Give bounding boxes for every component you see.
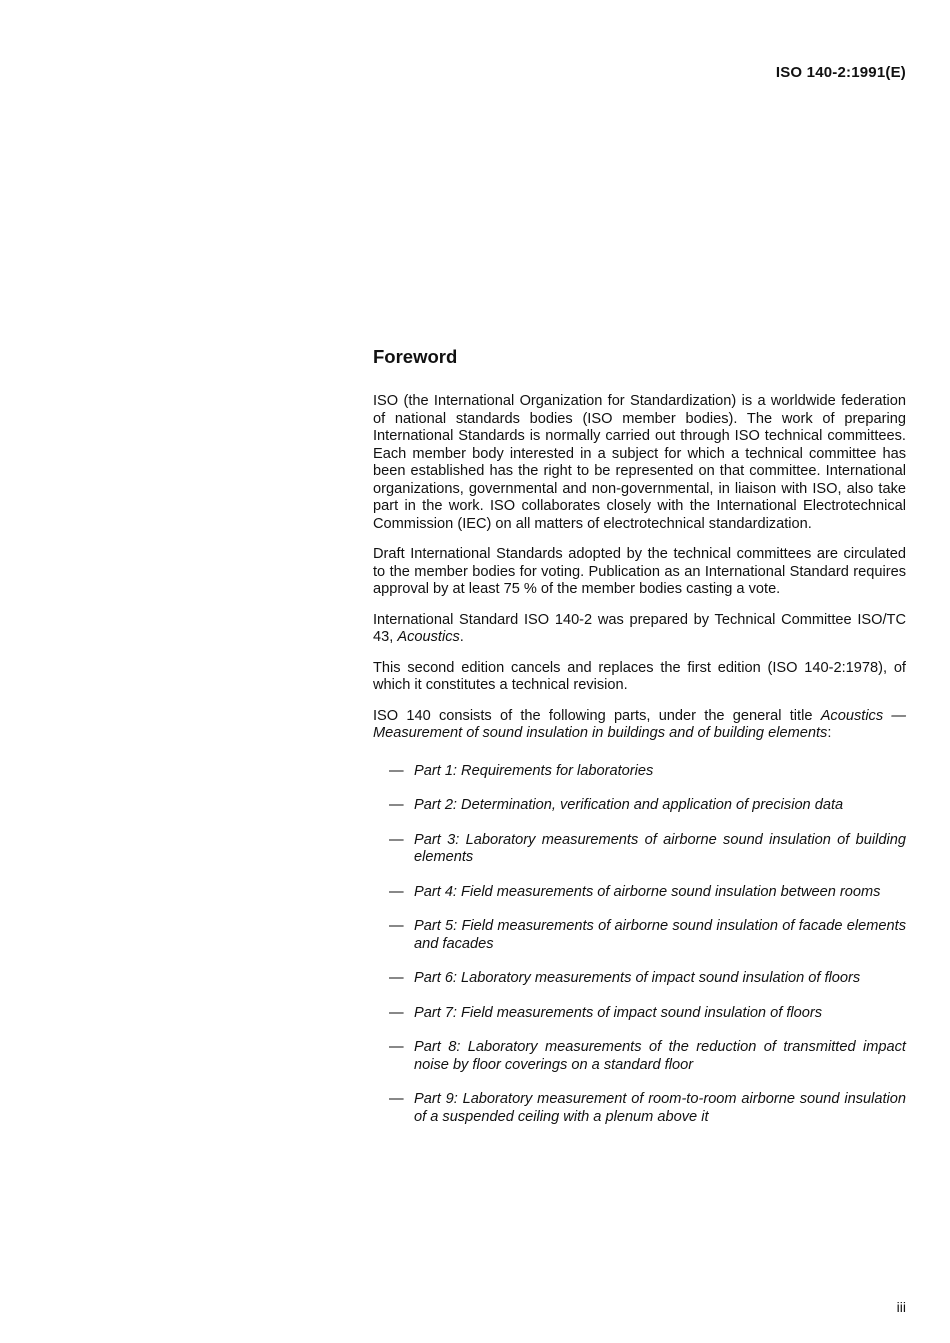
- foreword-section: [373, 346, 906, 1143]
- prepared-by-end: .: [459, 629, 464, 645]
- dash-bullet: —: [389, 1004, 404, 1021]
- parts-intro-end: :: [827, 725, 832, 741]
- list-item: [373, 797, 906, 815]
- part-text: Part 9: Laboratory measurement of room-to-room airborne sound insulation of a suspended ceiling with a plenum above it: [414, 1091, 906, 1125]
- paragraph-iso-intro: ISO (the International Organization for Standardization) is a worldwide federation of national standards bodies (ISO member bodies). The work of preparing International Standards is normally carried out through ISO technical committees. Each member body interested in a subject for which a technical committee has been established has the right to be represented on that committee. International organizations, governmental and non-governmental, in liaison with ISO, also take part in the work. ISO collaborates closely with the International Electrotechnical Commission (IEC) on all matters of electrotechnical standardization.: [373, 393, 906, 532]
- part-text: Part 1: Requirements for laboratories: [414, 762, 654, 779]
- dash-bullet: —: [389, 883, 404, 900]
- part-text: Part 8: Laboratory measurements of the reduction of transmitted impact noise by floor coverings on a standard floor: [414, 1039, 906, 1073]
- page-number: iii: [896, 1299, 906, 1315]
- dash-bullet: —: [389, 1039, 404, 1055]
- list-item: [373, 918, 906, 953]
- list-item: [373, 1039, 906, 1074]
- list-item: [373, 832, 906, 867]
- section-title: Foreword: [373, 346, 458, 367]
- document-id: ISO 140-2:1991(E): [775, 64, 906, 81]
- part-text: Part 5: Field measurements of airborne sound insulation of facade elements and facades: [414, 918, 906, 952]
- paragraph-draft-standards: Draft International Standards adopted by the technical committees are circulated to the member bodies for voting. Publication as an International Standard requires approval by at least 75 % of the member bodies casting a vote.: [373, 546, 906, 597]
- paragraph-edition: This second edition cancels and replaces the first edition (ISO 140-2:1978), of which it constitutes a technical revision.: [373, 659, 906, 693]
- paragraph-prepared-by: [373, 612, 906, 647]
- dash-bullet: —: [389, 970, 404, 986]
- dash-bullet: —: [389, 762, 404, 779]
- committee-name: Acoustics: [397, 629, 460, 645]
- dash-bullet: —: [389, 831, 404, 848]
- general-title: Acoustics — Measurement of sound insulation in buildings and of building elements: [373, 707, 906, 741]
- part-text: Part 3: Laboratory measurements of airborne sound insulation of building elements: [414, 831, 906, 865]
- part-text: Part 4: Field measurements of airborne sound insulation between rooms: [414, 883, 881, 900]
- part-text: Part 7: Field measurements of impact sound insulation of floors: [414, 1004, 823, 1021]
- list-item: [373, 1091, 906, 1126]
- list-item: [373, 884, 906, 902]
- list-item: [373, 1005, 906, 1023]
- dash-bullet: —: [389, 797, 404, 813]
- parts-intro-text: ISO 140 consists of the following parts, under the general title: [373, 707, 821, 724]
- dash-bullet: —: [389, 918, 404, 934]
- dash-bullet: —: [389, 1091, 404, 1107]
- list-item: [373, 763, 906, 781]
- paragraph-parts-intro: [373, 708, 906, 743]
- part-text: Part 6: Laboratory measurements of impact sound insulation of floors: [414, 970, 861, 986]
- parts-list: [373, 763, 906, 1127]
- list-item: [373, 970, 906, 988]
- part-text: Part 2: Determination, verification and application of precision data: [414, 797, 844, 813]
- prepared-by-text: International Standard ISO 140-2 was prepared by Technical Committee ISO/TC 43,: [373, 611, 906, 645]
